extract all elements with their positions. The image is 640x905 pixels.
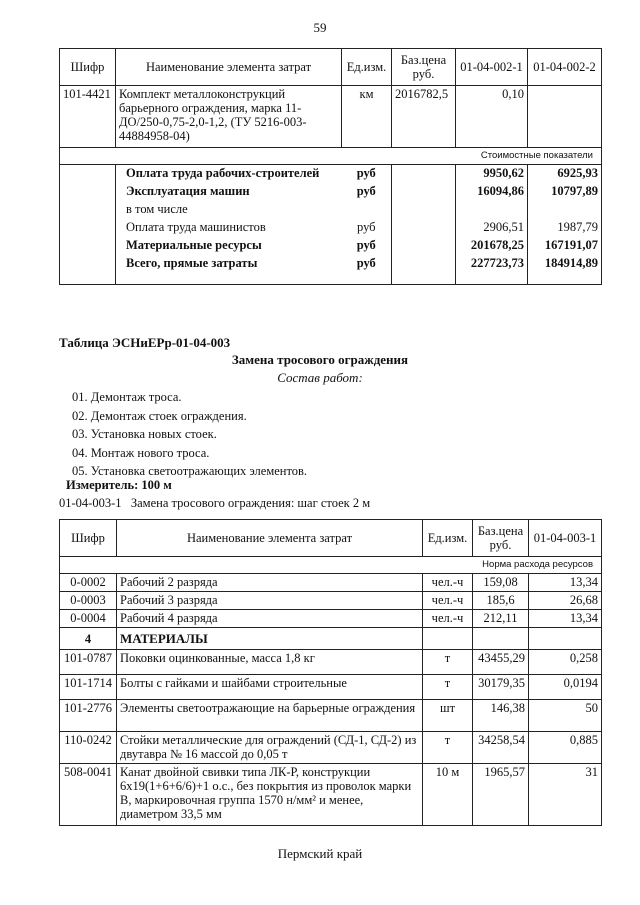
materials-title: МАТЕРИАЛЫ bbox=[117, 628, 423, 650]
section-label: Стоимостные показатели bbox=[60, 148, 602, 165]
cost-unit: руб bbox=[342, 219, 392, 237]
cost-value-1: 2906,51 bbox=[456, 219, 528, 237]
res-code: 110-0242 bbox=[60, 732, 117, 764]
res-value: 13,34 bbox=[529, 574, 602, 592]
res-code: 101-1714 bbox=[60, 675, 117, 700]
res-value: 13,34 bbox=[529, 610, 602, 628]
cost-unit bbox=[342, 201, 392, 219]
cost-unit: руб bbox=[342, 255, 392, 285]
res-unit: т bbox=[423, 732, 473, 764]
res-unit: шт bbox=[423, 700, 473, 732]
cost-name: Оплата труда машинистов bbox=[116, 219, 342, 237]
item-value-2 bbox=[528, 86, 602, 148]
list-item: 04. Монтаж нового троса. bbox=[72, 445, 210, 460]
works-list bbox=[72, 388, 307, 481]
res-price: 34258,54 bbox=[473, 732, 529, 764]
cost-value-2: 184914,89 bbox=[528, 255, 602, 285]
item-value-1: 0,10 bbox=[456, 86, 528, 148]
list-item: 05. Установка светоотражающих элементов. bbox=[72, 464, 308, 478]
cost-name: Эксплуатация машин bbox=[116, 183, 342, 201]
cost-value-2: 1987,79 bbox=[528, 219, 602, 237]
header-name: Наименование элемента затрат bbox=[117, 520, 423, 557]
res-code: 0-0002 bbox=[60, 574, 117, 592]
table-row bbox=[60, 201, 602, 219]
res-price: 212,11 bbox=[473, 610, 529, 628]
table-row bbox=[60, 574, 602, 592]
cost-unit: руб bbox=[342, 183, 392, 201]
header-code: Шифр bbox=[60, 49, 116, 86]
cost-value-2: 6925,93 bbox=[528, 165, 602, 183]
table-row bbox=[60, 183, 602, 201]
res-price: 30179,35 bbox=[473, 675, 529, 700]
res-code: 0-0003 bbox=[60, 592, 117, 610]
res-unit: т bbox=[423, 650, 473, 675]
list-item: 03. Установка новых стоек. bbox=[72, 427, 217, 441]
table-row bbox=[60, 650, 602, 675]
res-name: Элементы светоотражающие на барьерные ограждения bbox=[117, 700, 423, 732]
res-price: 146,38 bbox=[473, 700, 529, 732]
res-value: 50 bbox=[529, 700, 602, 732]
item-code: 101-4421 bbox=[60, 86, 116, 148]
item-price: 2016782,5 bbox=[392, 86, 456, 148]
res-value: 0,885 bbox=[529, 732, 602, 764]
res-unit: 10 м bbox=[423, 764, 473, 826]
cost-value-1: 201678,25 bbox=[456, 237, 528, 255]
res-value: 0,258 bbox=[529, 650, 602, 675]
cost-name: в том числе bbox=[116, 201, 342, 219]
item-unit: км bbox=[342, 86, 392, 148]
cost-value-1 bbox=[456, 201, 528, 219]
table-row bbox=[60, 165, 602, 183]
res-name: Поковки оцинкованные, масса 1,8 кг bbox=[117, 650, 423, 675]
res-unit: чел.-ч bbox=[423, 592, 473, 610]
res-price: 43455,29 bbox=[473, 650, 529, 675]
table-row bbox=[60, 86, 602, 148]
header-price: Баз.цена руб. bbox=[473, 520, 529, 557]
header-price: Баз.цена руб. bbox=[392, 49, 456, 86]
section-label: Норма расхода ресурсов bbox=[60, 557, 602, 574]
cost-unit: руб bbox=[342, 165, 392, 183]
section-heading: Замена тросового ограждения bbox=[231, 352, 409, 367]
materials-code: 4 bbox=[60, 628, 117, 650]
res-price: 159,08 bbox=[473, 574, 529, 592]
table-row bbox=[60, 237, 602, 255]
cost-value-1: 16094,86 bbox=[456, 183, 528, 201]
cost-value-1: 9950,62 bbox=[456, 165, 528, 183]
table-row bbox=[60, 255, 602, 285]
list-item: 01. Демонтаж троса. bbox=[72, 390, 182, 404]
res-value: 0,0194 bbox=[529, 675, 602, 700]
res-unit: т bbox=[423, 675, 473, 700]
res-unit: чел.-ч bbox=[423, 574, 473, 592]
table-row bbox=[60, 592, 602, 610]
res-name: Канат двойной свивки типа ЛК-Р, конструкции 6х19(1+6+6/6)+1 о.с., без покрытия из проволок марки В, маркировочная группа 1570 н/мм² и менее, диаметром 33,5 мм bbox=[117, 764, 423, 826]
cost-value-2: 167191,07 bbox=[528, 237, 602, 255]
item-name: Комплект металлоконструкций барьерного ограждения, марка 11-ДО/250-0,75-2,0-1,2, (ТУ 5216-003-44884958-04) bbox=[116, 86, 342, 148]
res-name: Рабочий 4 разряда bbox=[117, 610, 423, 628]
res-price: 185,6 bbox=[473, 592, 529, 610]
res-code: 508-0041 bbox=[60, 764, 117, 826]
res-price: 1965,57 bbox=[473, 764, 529, 826]
cost-value-1: 227723,73 bbox=[456, 255, 528, 285]
header-col: 01-04-003-1 bbox=[529, 520, 602, 557]
res-code: 0-0004 bbox=[60, 610, 117, 628]
table-row bbox=[60, 219, 602, 237]
list-item: 02. Демонтаж стоек ограждения. bbox=[72, 408, 247, 423]
table-row bbox=[60, 675, 602, 700]
res-code: 101-0787 bbox=[60, 650, 117, 675]
table-row bbox=[60, 732, 602, 764]
table-title: Таблица ЭСНиЕРр-01-04-003 bbox=[59, 335, 231, 350]
variant-label: 01-04-003-1 Замена тросового ограждения: шаг стоек 2 м bbox=[59, 496, 371, 510]
res-name: Стойки металлические для ограждений (СД-1, СД-2) из двутавра № 16 массой до 0,05 т bbox=[117, 732, 423, 764]
table-row bbox=[60, 700, 602, 732]
cost-unit: руб bbox=[342, 237, 392, 255]
res-name: Рабочий 3 разряда bbox=[117, 592, 423, 610]
table-row bbox=[60, 764, 602, 826]
resource-table bbox=[59, 519, 602, 826]
table-row bbox=[60, 610, 602, 628]
section-subheading: Состав работ: bbox=[277, 370, 363, 385]
page-footer: Пермский край bbox=[277, 846, 363, 861]
cost-name: Оплата труда рабочих-строителей bbox=[116, 165, 342, 183]
header-name: Наименование элемента затрат bbox=[116, 49, 342, 86]
cost-name: Всего, прямые затраты bbox=[116, 255, 342, 285]
header-code: Шифр bbox=[60, 520, 117, 557]
res-unit: чел.-ч bbox=[423, 610, 473, 628]
page-number: 59 bbox=[313, 20, 327, 35]
cost-value-2 bbox=[528, 201, 602, 219]
header-col1: 01-04-002-1 bbox=[456, 49, 528, 86]
header-col2: 01-04-002-2 bbox=[528, 49, 602, 86]
header-unit: Ед.изм. bbox=[423, 520, 473, 557]
header-unit: Ед.изм. bbox=[342, 49, 392, 86]
res-name: Болты с гайками и шайбами строительные bbox=[117, 675, 423, 700]
meter-label: Измеритель: 100 м bbox=[66, 478, 172, 492]
cost-name: Материальные ресурсы bbox=[116, 237, 342, 255]
res-name: Рабочий 2 разряда bbox=[117, 574, 423, 592]
res-code: 101-2776 bbox=[60, 700, 117, 732]
cost-value-2: 10797,89 bbox=[528, 183, 602, 201]
res-value: 26,68 bbox=[529, 592, 602, 610]
res-value: 31 bbox=[529, 764, 602, 826]
cost-table-1 bbox=[59, 48, 602, 285]
